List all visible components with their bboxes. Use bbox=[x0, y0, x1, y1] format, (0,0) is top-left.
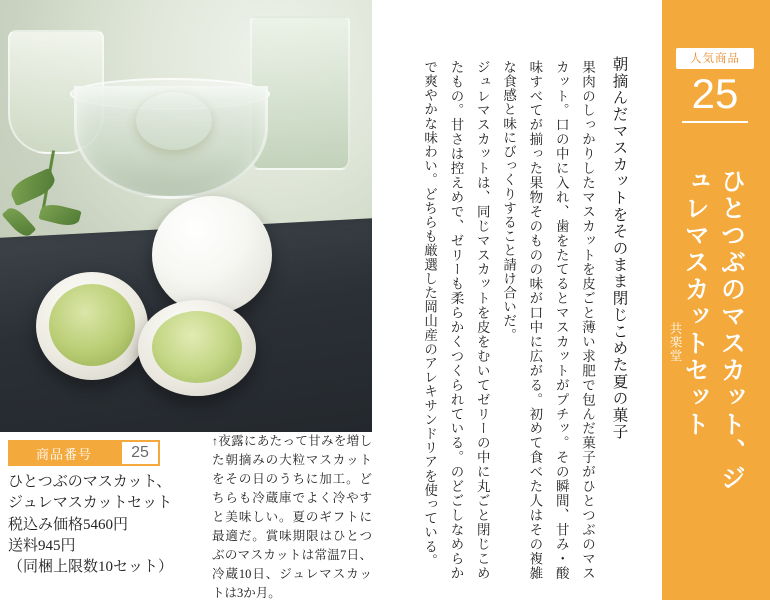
photo-whole-mochi bbox=[152, 196, 272, 314]
photo-muscat-filling bbox=[49, 284, 135, 366]
badge-divider bbox=[682, 121, 748, 123]
order-line: ひとつぶのマスカット、 bbox=[8, 474, 172, 490]
photo-muscat-filling bbox=[152, 311, 242, 383]
product-maker: 共楽堂 bbox=[668, 322, 682, 363]
photo-cut-mochi-left bbox=[36, 272, 148, 380]
badge-number: 25 bbox=[691, 70, 739, 117]
product-photo bbox=[0, 0, 372, 432]
photo-column bbox=[0, 0, 372, 600]
photo-jelly-muscat bbox=[136, 92, 212, 150]
article-paragraph-1: 果肉のしっかりしたマスカットを皮ごと薄い求肥で包んだ菓子がひとつぶのマスカット。口の中に入れ、歯をたてるとマスカットがプチッ。その瞬間、甘み・酸味すべてが揃った果物そのものの味が口中に広がる。初めて食べた人はその複雑な食感と味にびっくりすること請け合いだ。 bbox=[501, 60, 595, 580]
order-code-label: 商品番号 bbox=[8, 440, 120, 466]
badge-label: 人気商品 bbox=[676, 48, 754, 69]
caption-text: 夜露にあたって甘みを増した朝摘みの大粒マスカットをその日のうちに加工。どちらも冷蔵庫でよく冷やすと美味しい。夏のギフトに最適だ。賞味期限はひとつぶのマスカットは常温7日、冷蔵10日、ジュレマスカットは3か月。 bbox=[212, 434, 372, 600]
order-line: 税込み価格5460円 bbox=[8, 516, 129, 533]
article-paragraph-2: ジュレマスカットは、同じマスカットを皮をむいてゼリーの中に丸ごと閉じこめたもの。甘さは控えめで、ゼリーも柔らかくつくられている。のどごしなめらかで爽やかな味わい。どちらも厳選した岡山産のアレキサンドリアを使っている。 bbox=[422, 60, 490, 580]
order-line: ジュレマスカットセット bbox=[8, 495, 173, 512]
order-code-header bbox=[8, 440, 160, 466]
product-title: ひとつぶのマスカット、ジュレマスカットセット bbox=[681, 168, 745, 492]
rank-badge bbox=[676, 48, 754, 123]
article-body bbox=[382, 60, 600, 580]
caption-arrow-icon: ↑ bbox=[212, 434, 218, 448]
order-line: 送料945円 bbox=[8, 537, 76, 554]
order-code-number: 25 bbox=[120, 440, 160, 466]
article-lead: 朝摘んだマスカットをそのまま閉じこめた夏の菓子 bbox=[610, 56, 628, 441]
photo-caption bbox=[212, 432, 372, 600]
order-line: （同梱上限数10セット） bbox=[8, 559, 174, 576]
photo-cut-mochi-right bbox=[138, 300, 256, 396]
